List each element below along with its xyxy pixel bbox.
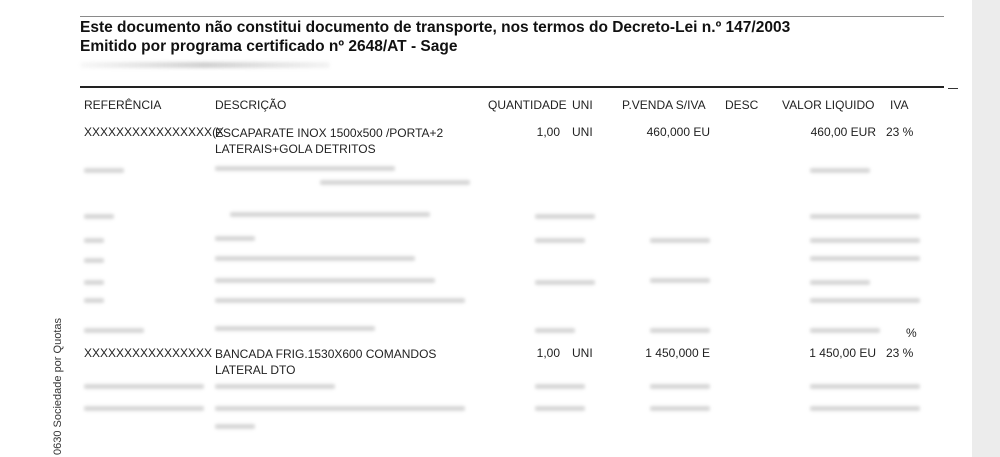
cell-uni: UNI — [572, 125, 593, 139]
obscured-cell — [84, 280, 104, 285]
cell-uni: UNI — [572, 346, 593, 360]
obscured-cell — [215, 298, 465, 303]
obscured-cell — [535, 214, 595, 219]
obscured-cell — [215, 326, 375, 331]
obscured-cell — [84, 214, 114, 219]
col-header-qty: QUANTIDADE — [488, 98, 567, 112]
cell-vat-partial: % — [906, 326, 917, 340]
col-header-ref: REFERÊNCIA — [84, 98, 162, 112]
cell-ref: XXXXXXXXXXXXXXXX(X — [84, 125, 225, 139]
obscured-cell — [650, 406, 710, 411]
obscured-cell — [810, 406, 920, 411]
obscured-cell — [215, 166, 395, 171]
margin-dash — [948, 88, 958, 89]
certification-notice: Emitido por programa certificado nº 2648/AT - Sage — [80, 38, 458, 55]
obscured-cell — [215, 236, 255, 241]
obscured-cell — [810, 298, 920, 303]
obscured-cell — [650, 278, 710, 283]
obscured-cell — [215, 406, 465, 411]
obscured-header-text — [80, 62, 330, 68]
obscured-cell — [84, 406, 204, 411]
col-header-uni: UNI — [572, 98, 593, 112]
cell-desc: BANCADA FRIG.1530X600 COMANDOS LATERAL DTO — [215, 347, 437, 377]
cell-net: 460,00 EUR — [810, 125, 876, 139]
cell-price: 1 450,000 E — [645, 346, 710, 360]
obscured-cell — [84, 258, 104, 263]
obscured-cell — [215, 424, 255, 429]
cell-qty: 1,00 — [536, 346, 560, 360]
table-top-rule — [80, 86, 944, 88]
cell-vat: 23 % — [886, 125, 914, 139]
cell-desc: ESCAPARATE INOX 1500x500 /PORTA+2 LATERAIS+GOLA DETRITOS — [215, 126, 444, 156]
obscured-cell — [84, 298, 104, 303]
page-edge-background — [972, 0, 1000, 457]
obscured-cell — [650, 238, 710, 243]
obscured-cell — [650, 384, 710, 389]
legal-notice: Este documento não constitui documento de transporte, nos termos do Decreto-Lei n.º 147/2003 — [80, 19, 791, 36]
top-rule — [80, 16, 944, 17]
obscured-cell — [84, 168, 124, 173]
obscured-cell — [230, 212, 430, 217]
col-header-vat: IVA — [890, 98, 909, 112]
obscured-cell — [215, 278, 435, 283]
obscured-cell — [810, 328, 880, 333]
obscured-cell — [810, 280, 870, 285]
obscured-cell — [810, 214, 920, 219]
obscured-cell — [535, 406, 585, 411]
obscured-cell — [535, 328, 575, 333]
obscured-cell — [320, 180, 470, 185]
obscured-cell — [84, 384, 204, 389]
obscured-cell — [535, 238, 585, 243]
obscured-cell — [215, 256, 415, 261]
obscured-cell — [810, 384, 920, 389]
obscured-cell — [810, 168, 870, 173]
obscured-cell — [810, 256, 920, 261]
col-header-disc: DESC — [725, 98, 759, 112]
obscured-cell — [84, 328, 144, 333]
company-side-text: 0630 Sociedade por Quotas — [52, 318, 64, 455]
cell-vat: 23 % — [886, 346, 914, 360]
cell-price: 460,000 EU — [646, 125, 710, 139]
col-header-price: P.VENDA S/IVA — [622, 98, 706, 112]
obscured-cell — [535, 384, 585, 389]
col-header-desc: DESCRIÇÃO — [215, 98, 287, 112]
obscured-cell — [535, 280, 595, 285]
obscured-cell — [650, 328, 710, 333]
cell-net: 1 450,00 EU — [809, 346, 876, 360]
cell-qty: 1,00 — [536, 125, 560, 139]
obscured-cell — [84, 238, 104, 243]
col-header-net: VALOR LIQUIDO — [782, 98, 875, 112]
obscured-cell — [215, 384, 335, 389]
obscured-cell — [810, 238, 920, 243]
cell-ref: XXXXXXXXXXXXXXXX — [84, 346, 213, 360]
